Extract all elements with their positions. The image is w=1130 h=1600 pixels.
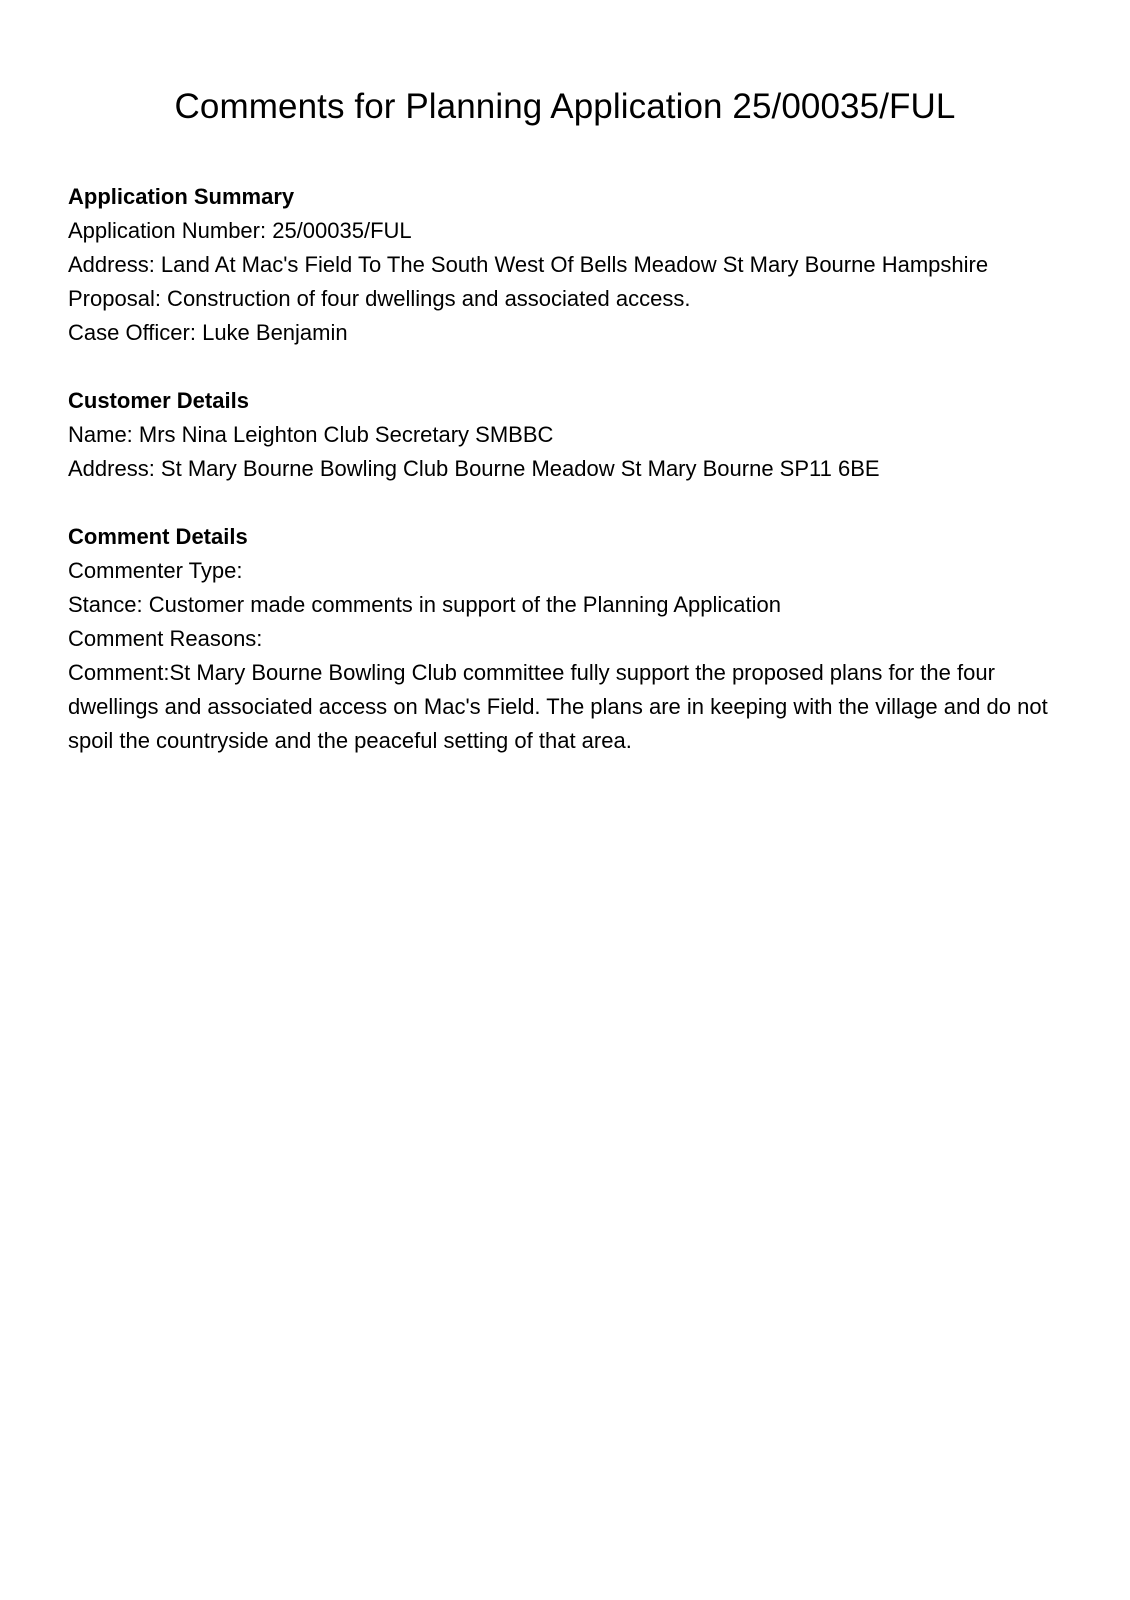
document-title: Comments for Planning Application 25/00035/FUL [174, 87, 956, 126]
document-body [68, 180, 1068, 792]
application-address: Address: Land At Mac's Field To The South West Of Bells Meadow St Mary Bourne Hampshire [68, 252, 989, 277]
application-proposal: Proposal: Construction of four dwellings and associated access. [68, 286, 691, 311]
customer-details-section [68, 384, 1068, 486]
comment-details-heading: Comment Details [68, 524, 248, 549]
application-summary-section [68, 180, 1068, 350]
case-officer: Case Officer: Luke Benjamin [68, 320, 348, 345]
application-summary-heading: Application Summary [68, 184, 295, 209]
customer-address: Address: St Mary Bourne Bowling Club Bourne Meadow St Mary Bourne SP11 6BE [68, 456, 880, 481]
application-number: Application Number: 25/00035/FUL [68, 218, 412, 243]
commenter-type: Commenter Type: [68, 558, 243, 583]
comment-stance: Stance: Customer made comments in support of the Planning Application [68, 592, 781, 617]
comment-text: Comment:St Mary Bourne Bowling Club committee fully support the proposed plans for the four dwellings and associated access on Mac's Field. The plans are in keeping with the village and do not spoil the countryside and the peaceful setting of that area. [68, 660, 1048, 753]
comment-reasons: Comment Reasons: [68, 626, 263, 651]
customer-name: Name: Mrs Nina Leighton Club Secretary SMBBC [68, 422, 554, 447]
customer-details-heading: Customer Details [68, 388, 249, 413]
comment-details-section [68, 520, 1068, 758]
